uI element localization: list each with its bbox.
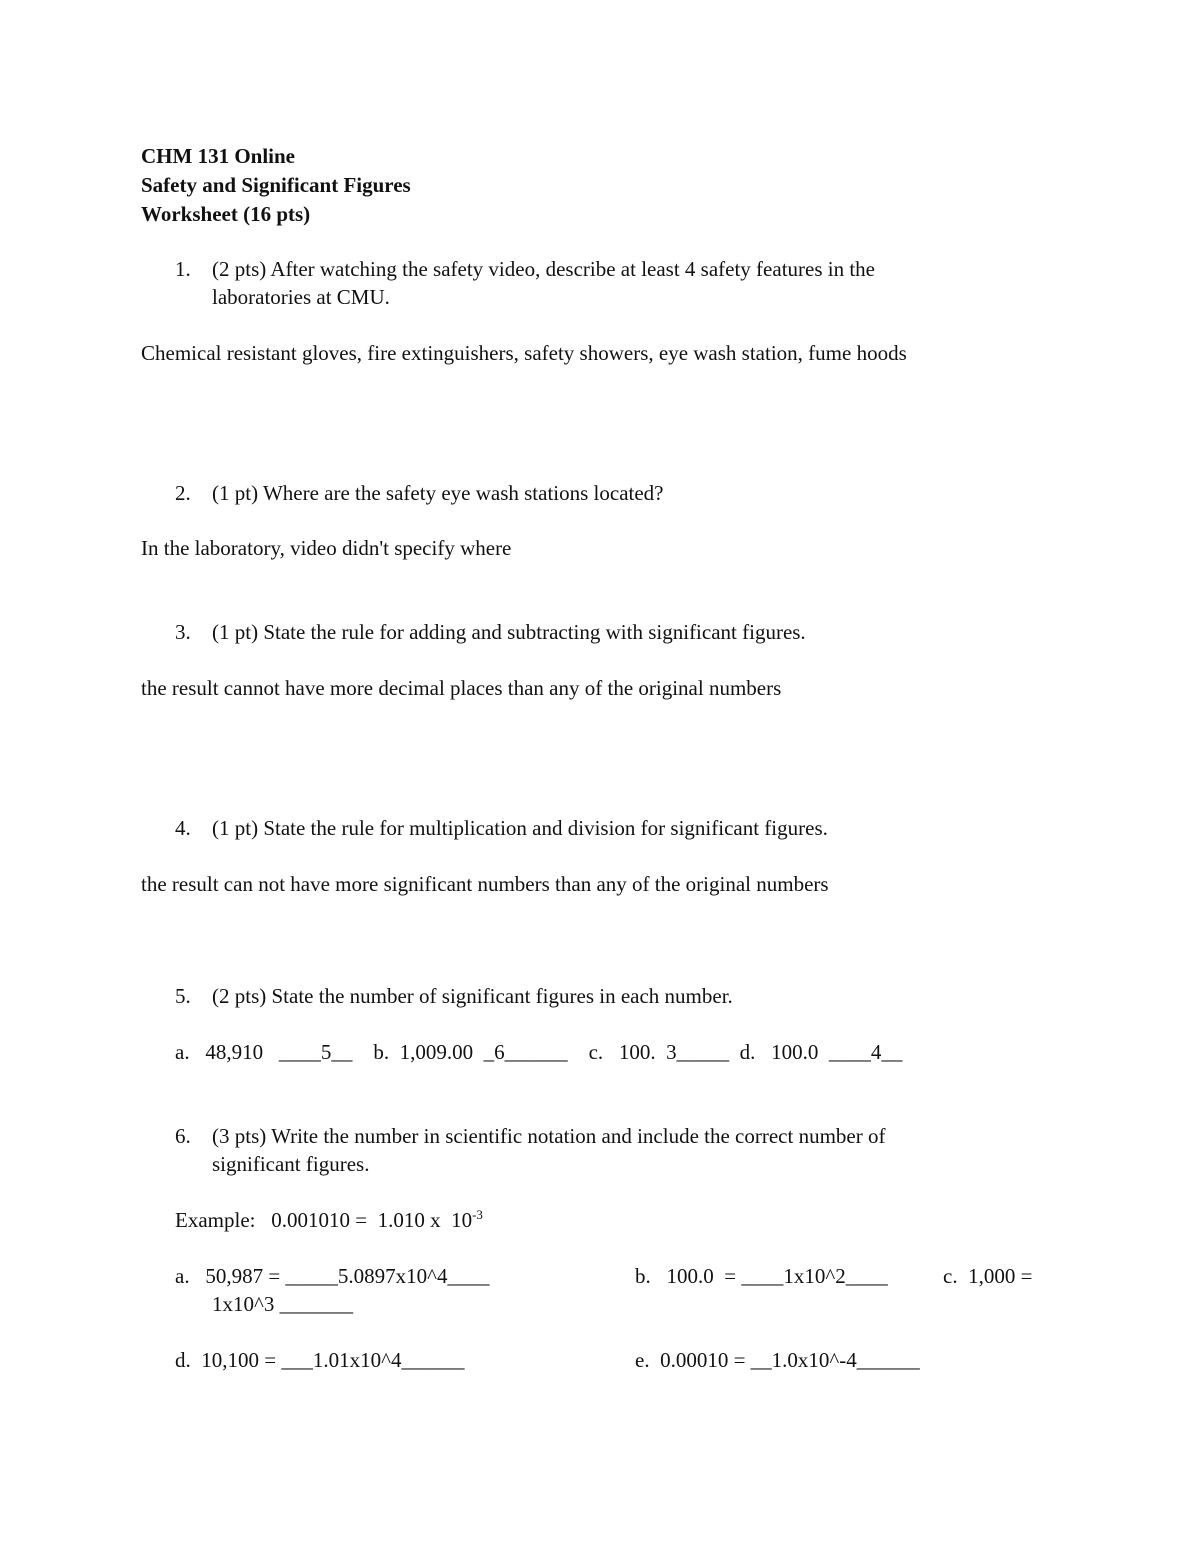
question-3-text: (1 pt) State the rule for adding and subtracting with significant figures. <box>212 620 806 644</box>
question-2-answer: In the laboratory, video didn't specify where <box>141 536 512 560</box>
question-4-number: 4. <box>175 816 191 840</box>
question-6-example-text: Example: 0.001010 = 1.010 x 10 <box>175 1208 473 1232</box>
question-1-text-cont: laboratories at CMU. <box>212 285 390 309</box>
question-2-text: (1 pt) Where are the safety eye wash stations located? <box>212 481 664 505</box>
question-2-number: 2. <box>175 481 191 505</box>
question-3-number: 3. <box>175 620 191 644</box>
question-4-answer: the result can not have more significant numbers than any of the original numbers <box>141 872 829 896</box>
worksheet-points: Worksheet (16 pts) <box>141 202 311 226</box>
question-6-text-cont: significant figures. <box>212 1152 370 1176</box>
course-title: CHM 131 Online <box>141 144 296 168</box>
question-1-text: (2 pts) After watching the safety video, describe at least 4 safety features in the <box>212 257 876 281</box>
question-6-part-c-cont: 1x10^3 _______ <box>212 1292 354 1316</box>
question-6-number: 6. <box>175 1124 191 1148</box>
question-1-answer: Chemical resistant gloves, fire extinguishers, safety showers, eye wash station, fume hoods <box>141 341 907 365</box>
question-6-text: (3 pts) Write the number in scientific notation and include the correct number of <box>212 1124 886 1148</box>
question-6-part-e: e. 0.00010 = __1.0x10^-4______ <box>635 1348 920 1372</box>
question-5-text: (2 pts) State the number of significant figures in each number. <box>212 984 733 1008</box>
question-3-answer: the result cannot have more decimal places than any of the original numbers <box>141 676 782 700</box>
question-5-number: 5. <box>175 984 191 1008</box>
question-1-number: 1. <box>175 257 191 281</box>
question-4-text: (1 pt) State the rule for multiplication and division for significant figures. <box>212 816 828 840</box>
question-6-part-d: d. 10,100 = ___1.01x10^4______ <box>175 1348 465 1372</box>
question-6-part-b: b. 100.0 = ____1x10^2____ <box>635 1264 888 1288</box>
question-6-example-exponent: -3 <box>472 1207 483 1222</box>
question-6-part-c: c. 1,000 = <box>943 1264 1033 1288</box>
question-6-part-a: a. 50,987 = _____5.0897x10^4____ <box>175 1264 490 1288</box>
question-5-parts: a. 48,910 ____5__ b. 1,009.00 _6______ c. 100. 3_____ d. 100.0 ____4__ <box>175 1040 903 1064</box>
worksheet-topic: Safety and Significant Figures <box>141 173 411 197</box>
question-6-example <box>175 1207 483 1232</box>
